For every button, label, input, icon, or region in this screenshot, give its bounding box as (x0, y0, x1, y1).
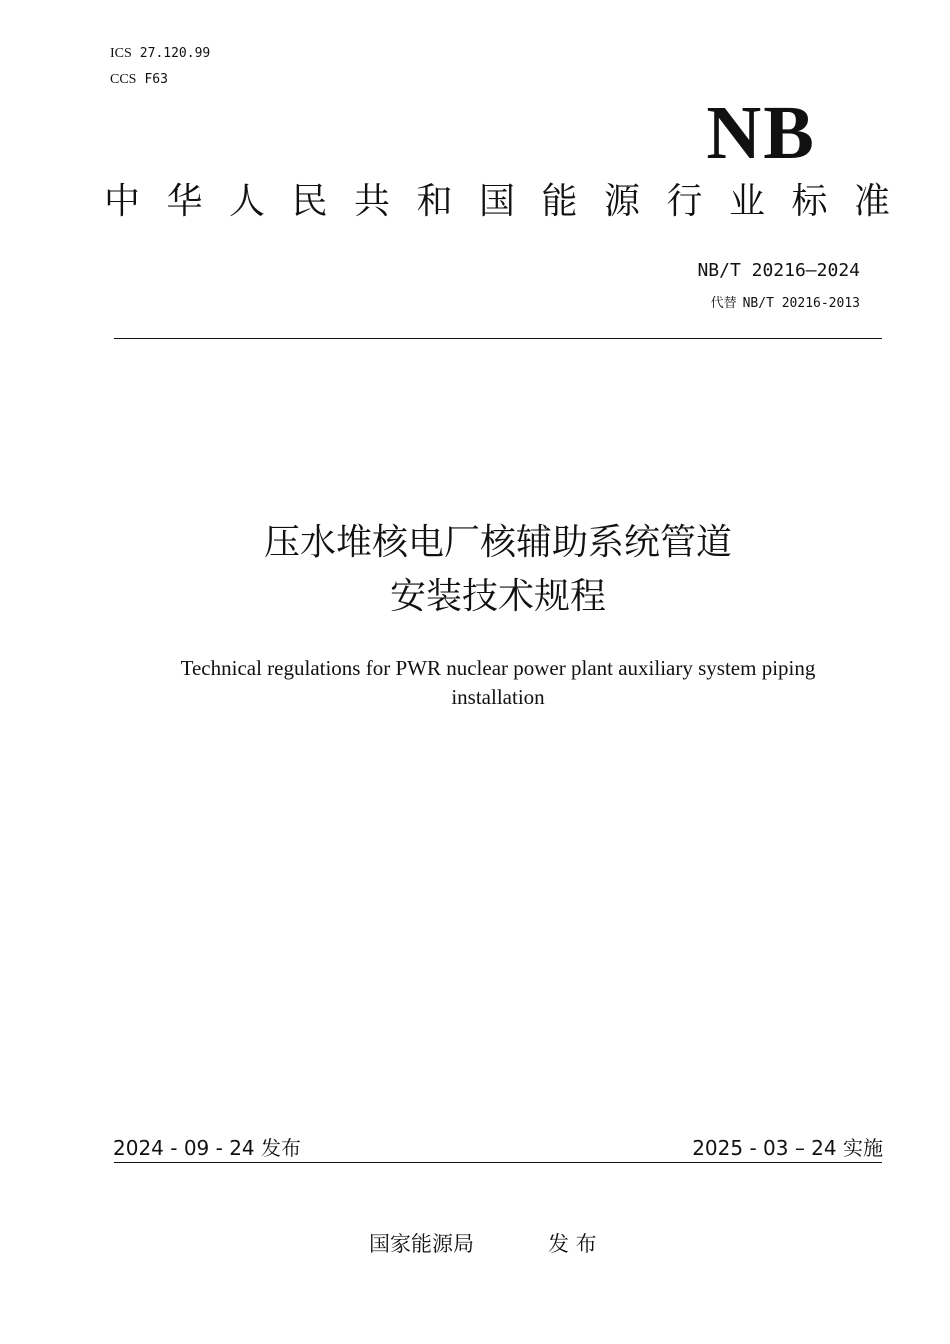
implement-date: 2025 - 03 – 24 实施 (692, 1136, 883, 1160)
ics-label: ICS (110, 46, 132, 61)
ics-line (110, 46, 210, 62)
document-title-line2: 安装技术规程 (389, 576, 606, 617)
ccs-label: CCS (110, 72, 137, 87)
english-title-line1: Technical regulations for PWR nuclear power plant auxiliary system piping (180, 656, 816, 680)
english-title-line2: installation (451, 685, 545, 709)
standard-category-title: 中华人民共和国能源行业标准 (104, 181, 917, 222)
header-divider (114, 338, 882, 339)
ccs-line (110, 72, 168, 88)
ics-code: 27.120.99 (139, 46, 211, 61)
publish-date: 2024 - 09 - 24 发布 (113, 1136, 302, 1160)
standard-number: NB/T 20216—2024 (697, 260, 860, 281)
english-title (140, 654, 856, 712)
replaces-line (711, 292, 860, 311)
issuing-organization: 国家能源局 (369, 1232, 474, 1256)
ccs-code: F63 (144, 72, 168, 87)
issue-action: 发 布 (548, 1232, 597, 1256)
document-title-line1: 压水堆核电厂核辅助系统管道 (263, 522, 732, 563)
nb-logo: NB (706, 91, 816, 175)
replaces-label: 代替 (710, 296, 737, 311)
footer-divider (114, 1162, 882, 1163)
replaces-number: NB/T 20216-2013 (742, 296, 860, 311)
